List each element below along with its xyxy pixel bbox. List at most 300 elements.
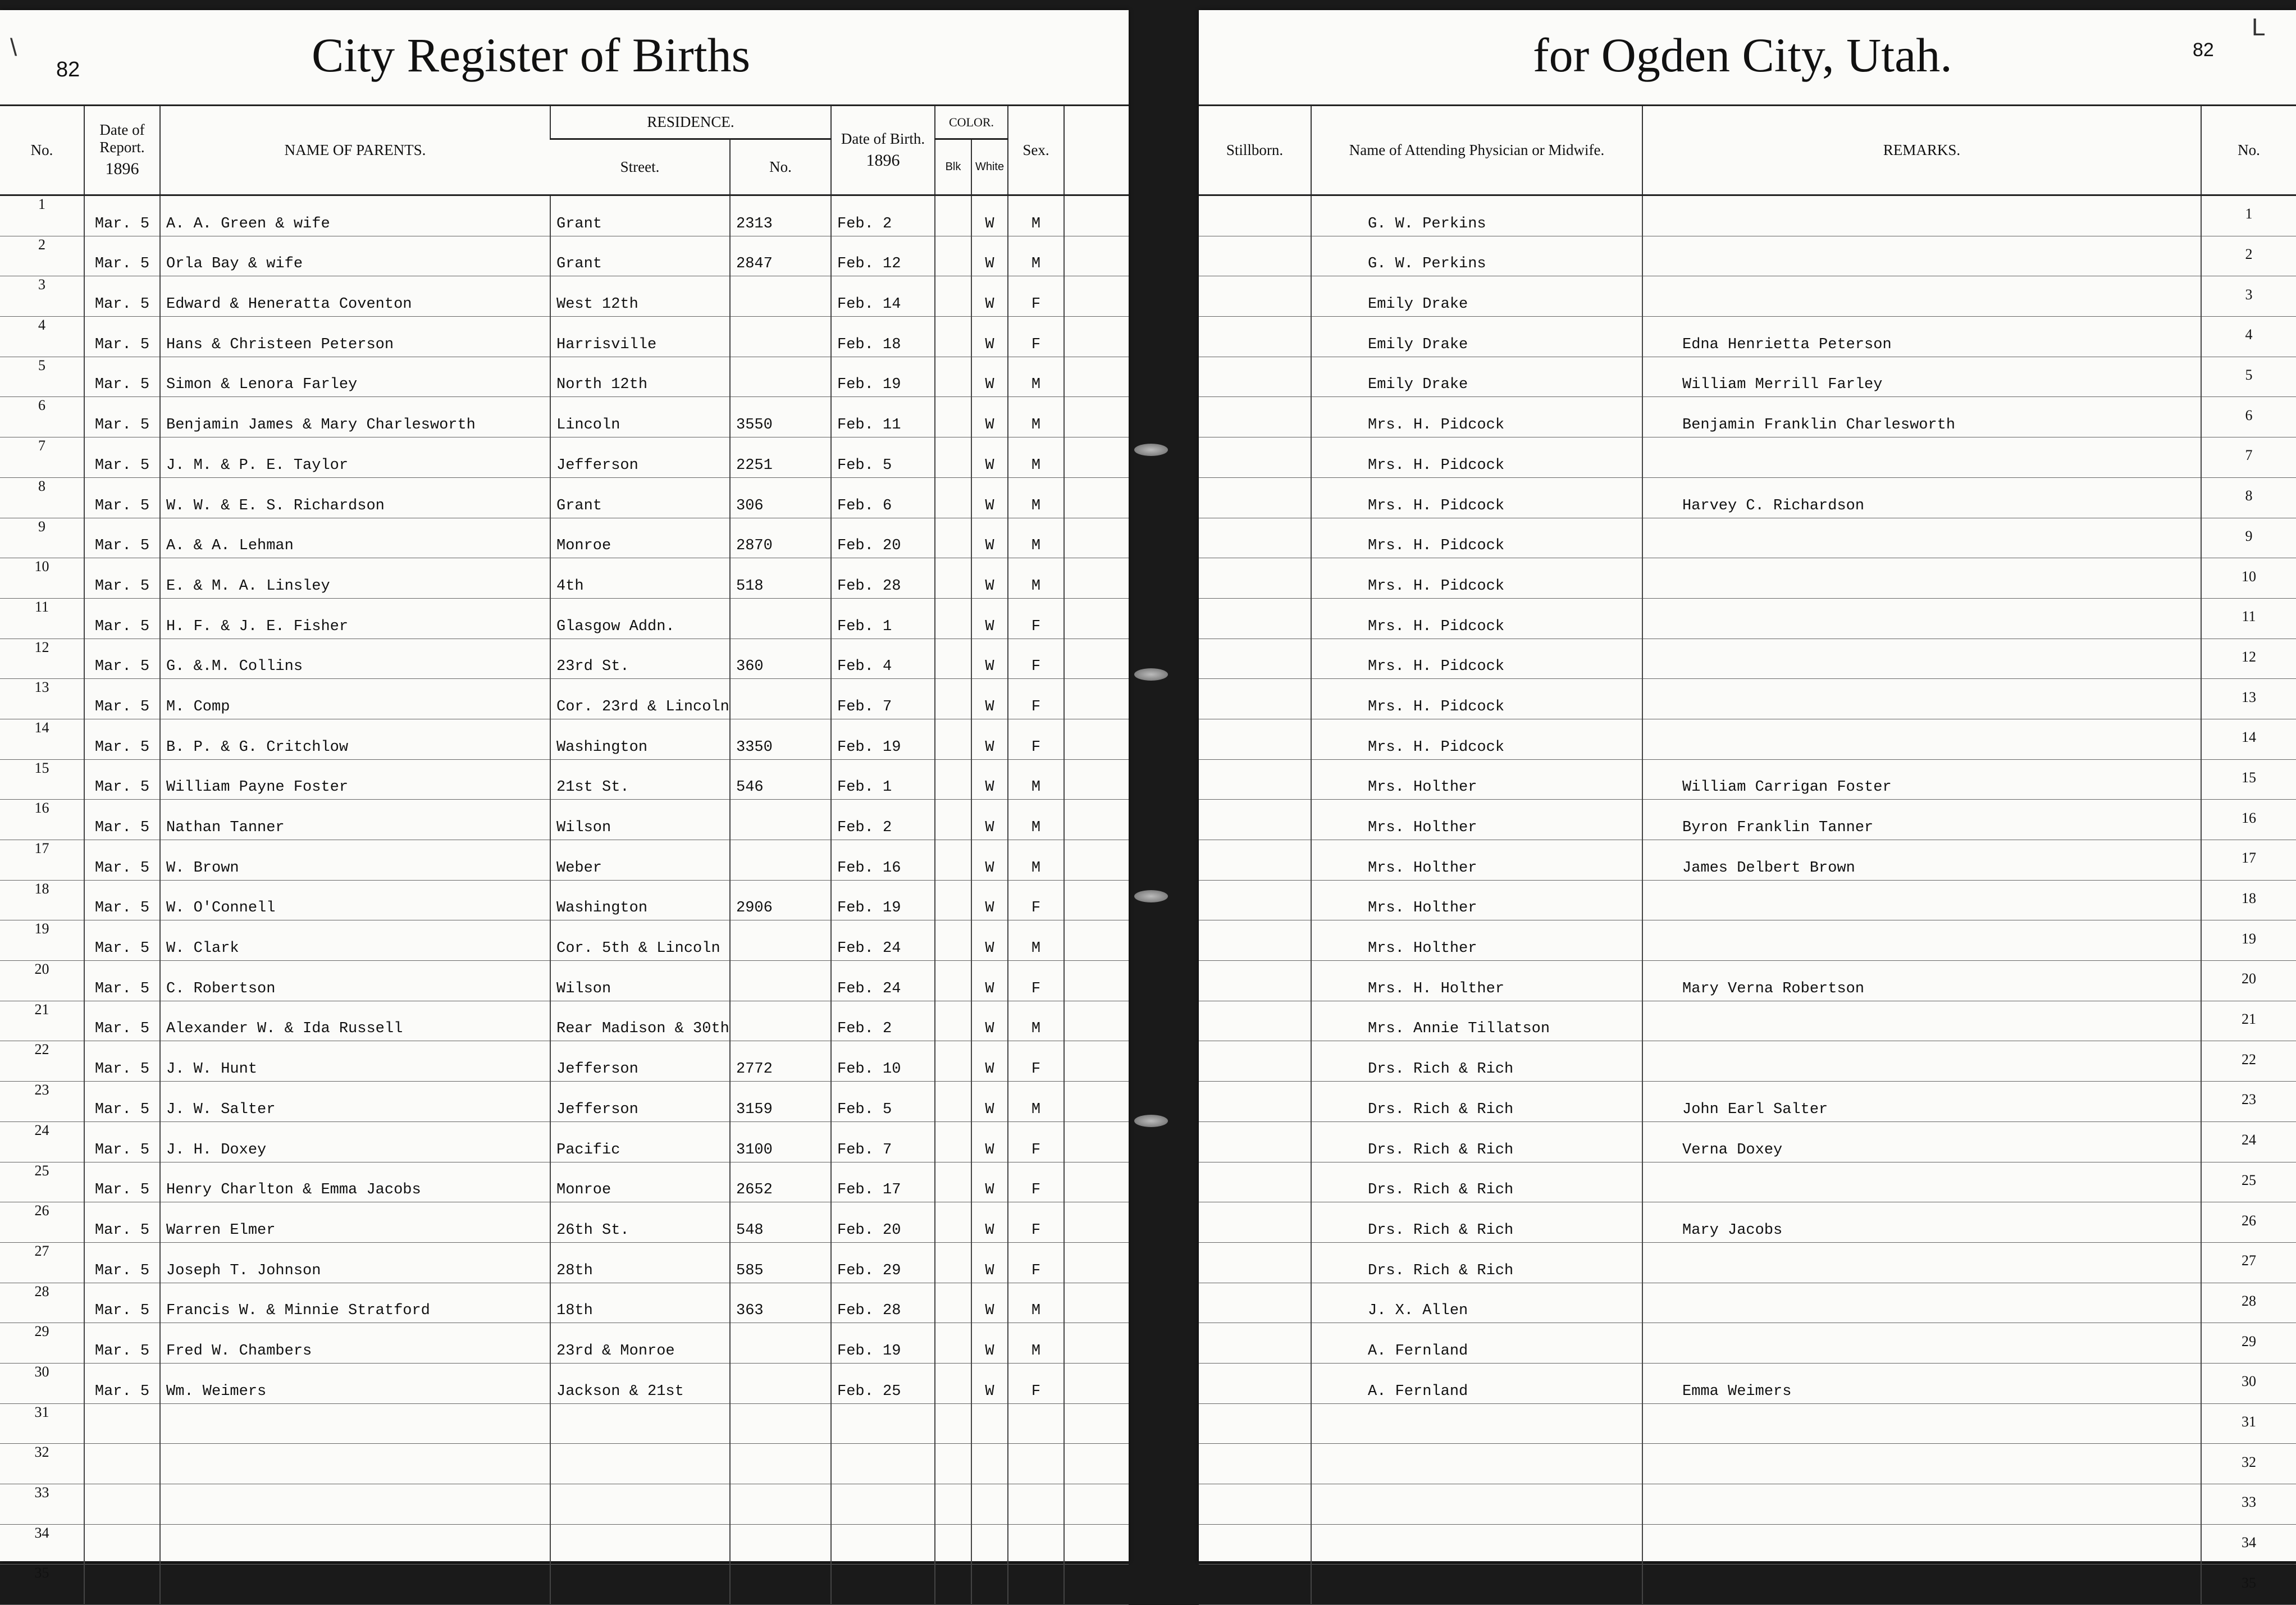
color-white: W	[971, 236, 1008, 276]
color-white: W	[971, 1283, 1008, 1323]
residence-street: Grant	[550, 236, 730, 276]
parents-name	[160, 1403, 550, 1444]
color-white: W	[971, 1363, 1008, 1403]
stillborn	[1199, 920, 1311, 961]
date-of-birth: Feb. 5	[831, 437, 935, 478]
date-of-birth: Feb. 16	[831, 840, 935, 881]
table-row	[1199, 276, 2296, 317]
date-of-birth: Feb. 2	[831, 195, 935, 236]
residence-street: Cor. 23rd & Lincoln	[550, 679, 730, 719]
table-row	[0, 920, 1129, 961]
date-of-birth: Feb. 19	[831, 1323, 935, 1364]
stillborn	[1199, 236, 1311, 276]
left-register-body	[0, 195, 1129, 1605]
date-of-birth: Feb. 14	[831, 276, 935, 317]
color-white: W	[971, 397, 1008, 437]
table-row	[1199, 558, 2296, 599]
date-of-birth: Feb. 24	[831, 920, 935, 961]
row-number: 20	[2201, 961, 2296, 1001]
remarks: William Merrill Farley	[1642, 357, 2201, 397]
row-number: 24	[0, 1121, 84, 1162]
residence-street	[550, 1403, 730, 1444]
sex: M	[1008, 920, 1064, 961]
sex	[1008, 1444, 1064, 1484]
residence-number	[730, 1323, 831, 1364]
date-of-birth	[831, 1565, 935, 1605]
stillborn	[1199, 558, 1311, 599]
blank-cell	[1064, 1363, 1129, 1403]
blank-cell	[1064, 357, 1129, 397]
sex: M	[1008, 1082, 1064, 1122]
residence-number	[730, 276, 831, 317]
color-blk	[935, 800, 971, 840]
residence-street	[550, 1484, 730, 1525]
sex: F	[1008, 639, 1064, 679]
residence-number	[730, 1001, 831, 1041]
stillborn	[1199, 1565, 1311, 1605]
residence-street: Lincoln	[550, 397, 730, 437]
color-white: W	[971, 477, 1008, 518]
date-of-birth: Feb. 18	[831, 317, 935, 357]
residence-street: North 12th	[550, 357, 730, 397]
color-blk	[935, 1041, 971, 1082]
remarks	[1642, 1403, 2201, 1444]
color-blk	[935, 477, 971, 518]
residence-number	[730, 1524, 831, 1565]
parents-name: G. &.M. Collins	[160, 639, 550, 679]
corner-mark: \	[10, 34, 17, 61]
table-row	[0, 800, 1129, 840]
header-sex: Sex.	[1008, 106, 1064, 195]
header-date-of-report	[84, 106, 160, 195]
table-row	[0, 1121, 1129, 1162]
date-of-birth: Feb. 19	[831, 880, 935, 920]
blank-cell	[1064, 1202, 1129, 1243]
color-white: W	[971, 800, 1008, 840]
color-blk	[935, 1565, 971, 1605]
sex: F	[1008, 719, 1064, 759]
date-of-birth: Feb. 1	[831, 598, 935, 639]
blank-cell	[1064, 1403, 1129, 1444]
parents-name: Orla Bay & wife	[160, 236, 550, 276]
blank-cell	[1064, 518, 1129, 558]
blank-cell	[1064, 1323, 1129, 1364]
remarks: Harvey C. Richardson	[1642, 477, 2201, 518]
residence-number: 2251	[730, 437, 831, 478]
table-row	[1199, 1121, 2296, 1162]
header-date-of-report-label: Date of Report.	[99, 121, 145, 156]
color-white: W	[971, 1162, 1008, 1202]
sex: F	[1008, 598, 1064, 639]
residence-street: 26th St.	[550, 1202, 730, 1243]
residence-street	[550, 1444, 730, 1484]
date-of-birth: Feb. 4	[831, 639, 935, 679]
date-of-report: Mar. 5	[84, 1121, 160, 1162]
parents-name: M. Comp	[160, 679, 550, 719]
remarks: Verna Doxey	[1642, 1121, 2201, 1162]
date-of-birth: Feb. 6	[831, 477, 935, 518]
color-white: W	[971, 437, 1008, 478]
physician-name: A. Fernland	[1311, 1363, 1642, 1403]
parents-name: W. Clark	[160, 920, 550, 961]
residence-number	[730, 1363, 831, 1403]
color-white: W	[971, 840, 1008, 881]
row-number: 14	[2201, 719, 2296, 759]
date-of-report: Mar. 5	[84, 477, 160, 518]
row-number: 3	[2201, 276, 2296, 317]
table-row	[0, 437, 1129, 478]
color-white: W	[971, 598, 1008, 639]
blank-cell	[1064, 1484, 1129, 1525]
residence-street: Grant	[550, 195, 730, 236]
row-number: 27	[0, 1242, 84, 1283]
residence-street	[550, 1524, 730, 1565]
residence-number: 2870	[730, 518, 831, 558]
blank-cell	[1064, 317, 1129, 357]
row-number: 9	[0, 518, 84, 558]
color-blk	[935, 1403, 971, 1444]
residence-number: 546	[730, 759, 831, 800]
remarks: Byron Franklin Tanner	[1642, 800, 2201, 840]
blank-cell	[1064, 840, 1129, 881]
stillborn	[1199, 961, 1311, 1001]
residence-number: 3159	[730, 1082, 831, 1122]
stillborn	[1199, 1403, 1311, 1444]
physician-name: Mrs. Annie Tillatson	[1311, 1001, 1642, 1041]
table-row	[0, 1565, 1129, 1605]
row-number: 18	[0, 880, 84, 920]
parents-name: A. A. Green & wife	[160, 195, 550, 236]
row-number: 9	[2201, 518, 2296, 558]
blank-cell	[1064, 1082, 1129, 1122]
sex: M	[1008, 558, 1064, 599]
color-blk	[935, 518, 971, 558]
physician-name: Mrs. Holther	[1311, 920, 1642, 961]
table-row	[1199, 639, 2296, 679]
stillborn	[1199, 1363, 1311, 1403]
header-remarks: REMARKS.	[1642, 106, 2201, 195]
blank-cell	[1064, 598, 1129, 639]
blank-cell	[1064, 800, 1129, 840]
color-blk	[935, 1162, 971, 1202]
physician-name: Mrs. H. Pidcock	[1311, 598, 1642, 639]
row-number: 23	[0, 1082, 84, 1122]
row-number: 15	[0, 759, 84, 800]
date-of-birth: Feb. 20	[831, 518, 935, 558]
residence-number: 2652	[730, 1162, 831, 1202]
color-white	[971, 1524, 1008, 1565]
remarks	[1642, 1524, 2201, 1565]
residence-number: 518	[730, 558, 831, 599]
blank-cell	[1064, 961, 1129, 1001]
date-of-report	[84, 1444, 160, 1484]
sex: F	[1008, 961, 1064, 1001]
residence-street: 4th	[550, 558, 730, 599]
table-row	[0, 1403, 1129, 1444]
residence-number: 2772	[730, 1041, 831, 1082]
table-row	[0, 357, 1129, 397]
table-row	[1199, 880, 2296, 920]
sex: M	[1008, 477, 1064, 518]
residence-street: Glasgow Addn.	[550, 598, 730, 639]
residence-number: 363	[730, 1283, 831, 1323]
color-blk	[935, 437, 971, 478]
parents-name: H. F. & J. E. Fisher	[160, 598, 550, 639]
header-date-of-birth-label: Date of Birth.	[841, 130, 925, 147]
color-blk	[935, 397, 971, 437]
header-stillborn: Stillborn.	[1199, 106, 1311, 195]
physician-name	[1311, 1444, 1642, 1484]
table-row	[1199, 961, 2296, 1001]
physician-name: Mrs. Holther	[1311, 880, 1642, 920]
color-white: W	[971, 357, 1008, 397]
stillborn	[1199, 437, 1311, 478]
sex: M	[1008, 236, 1064, 276]
sex	[1008, 1524, 1064, 1565]
table-row	[1199, 679, 2296, 719]
table-row	[1199, 1242, 2296, 1283]
header-residence: RESIDENCE.	[550, 106, 831, 139]
color-white: W	[971, 276, 1008, 317]
row-number: 8	[2201, 477, 2296, 518]
physician-name	[1311, 1484, 1642, 1525]
physician-name: Drs. Rich & Rich	[1311, 1242, 1642, 1283]
row-number: 11	[2201, 598, 2296, 639]
color-blk	[935, 1121, 971, 1162]
physician-name: Mrs. H. Pidcock	[1311, 437, 1642, 478]
remarks	[1642, 1283, 2201, 1323]
sex: F	[1008, 1202, 1064, 1243]
row-number: 35	[2201, 1565, 2296, 1605]
table-row	[1199, 195, 2296, 236]
color-white: W	[971, 558, 1008, 599]
remarks	[1642, 1041, 2201, 1082]
parents-name: W. Brown	[160, 840, 550, 881]
color-white: W	[971, 1323, 1008, 1364]
date-of-report: Mar. 5	[84, 236, 160, 276]
residence-number	[730, 840, 831, 881]
remarks: Edna Henrietta Peterson	[1642, 317, 2201, 357]
remarks	[1642, 598, 2201, 639]
table-row	[0, 1524, 1129, 1565]
stillborn	[1199, 719, 1311, 759]
physician-name: A. Fernland	[1311, 1323, 1642, 1364]
color-white: W	[971, 639, 1008, 679]
table-row	[1199, 357, 2296, 397]
sex: M	[1008, 357, 1064, 397]
row-number: 33	[0, 1484, 84, 1525]
parents-name: Warren Elmer	[160, 1202, 550, 1243]
physician-name: Mrs. H. Pidcock	[1311, 558, 1642, 599]
sex	[1008, 1403, 1064, 1444]
parents-name: C. Robertson	[160, 961, 550, 1001]
sex: M	[1008, 1001, 1064, 1041]
residence-number: 585	[730, 1242, 831, 1283]
sex: F	[1008, 679, 1064, 719]
row-number: 6	[2201, 397, 2296, 437]
residence-street: Monroe	[550, 1162, 730, 1202]
row-number: 5	[0, 357, 84, 397]
row-number: 25	[0, 1162, 84, 1202]
color-blk	[935, 357, 971, 397]
table-row	[1199, 397, 2296, 437]
table-row	[1199, 1001, 2296, 1041]
date-of-report: Mar. 5	[84, 1283, 160, 1323]
remarks: Mary Jacobs	[1642, 1202, 2201, 1243]
parents-name: J. H. Doxey	[160, 1121, 550, 1162]
residence-street: West 12th	[550, 276, 730, 317]
date-of-report: Mar. 5	[84, 437, 160, 478]
remarks	[1642, 1323, 2201, 1364]
row-number: 24	[2201, 1121, 2296, 1162]
row-number: 13	[2201, 679, 2296, 719]
color-white: W	[971, 317, 1008, 357]
blank-cell	[1064, 397, 1129, 437]
parents-name	[160, 1484, 550, 1525]
stillborn	[1199, 1162, 1311, 1202]
row-number: 25	[2201, 1162, 2296, 1202]
blank-cell	[1064, 276, 1129, 317]
table-row	[0, 598, 1129, 639]
table-row	[0, 840, 1129, 881]
residence-street: 23rd St.	[550, 639, 730, 679]
row-number: 19	[0, 920, 84, 961]
color-white: W	[971, 1121, 1008, 1162]
date-of-report	[84, 1484, 160, 1525]
row-number: 30	[0, 1363, 84, 1403]
color-white: W	[971, 1082, 1008, 1122]
row-number: 28	[2201, 1283, 2296, 1323]
row-number: 4	[0, 317, 84, 357]
table-row	[1199, 1283, 2296, 1323]
remarks	[1642, 558, 2201, 599]
table-row	[1199, 437, 2296, 478]
table-row	[0, 1041, 1129, 1082]
stillborn	[1199, 1242, 1311, 1283]
date-of-report: Mar. 5	[84, 397, 160, 437]
table-row	[1199, 1363, 2296, 1403]
color-blk	[935, 1323, 971, 1364]
table-row	[1199, 1323, 2296, 1364]
remarks: John Earl Salter	[1642, 1082, 2201, 1122]
header-color: COLOR.	[935, 106, 1008, 139]
sex: M	[1008, 397, 1064, 437]
sex: F	[1008, 1121, 1064, 1162]
blank-cell	[1064, 1524, 1129, 1565]
parents-name	[160, 1524, 550, 1565]
corner-mark: L	[2252, 13, 2266, 41]
stillborn	[1199, 759, 1311, 800]
physician-name: Mrs. H. Holther	[1311, 961, 1642, 1001]
color-white: W	[971, 195, 1008, 236]
row-number: 21	[2201, 1001, 2296, 1041]
physician-name: G. W. Perkins	[1311, 195, 1642, 236]
table-row	[1199, 1202, 2296, 1243]
color-blk	[935, 840, 971, 881]
header-name-of-parents: NAME OF PARENTS.	[160, 106, 550, 195]
table-row	[0, 1323, 1129, 1364]
parents-name	[160, 1565, 550, 1605]
date-of-report: Mar. 5	[84, 1363, 160, 1403]
table-row	[0, 679, 1129, 719]
remarks	[1642, 719, 2201, 759]
parents-name: Joseph T. Johnson	[160, 1242, 550, 1283]
residence-number	[730, 598, 831, 639]
date-of-report: Mar. 5	[84, 276, 160, 317]
remarks	[1642, 880, 2201, 920]
blank-cell	[1064, 1001, 1129, 1041]
physician-name: Drs. Rich & Rich	[1311, 1162, 1642, 1202]
left-page	[0, 10, 1129, 1581]
date-of-report: Mar. 5	[84, 719, 160, 759]
remarks: James Delbert Brown	[1642, 840, 2201, 881]
residence-street: Jefferson	[550, 1041, 730, 1082]
table-row	[1199, 1041, 2296, 1082]
blank-cell	[1064, 195, 1129, 236]
stillborn	[1199, 1041, 1311, 1082]
blank-cell	[1064, 1041, 1129, 1082]
row-number: 13	[0, 679, 84, 719]
date-of-birth: Feb. 25	[831, 1363, 935, 1403]
row-number: 28	[0, 1283, 84, 1323]
remarks	[1642, 1001, 2201, 1041]
date-of-birth: Feb. 12	[831, 236, 935, 276]
row-number: 3	[0, 276, 84, 317]
physician-name	[1311, 1524, 1642, 1565]
right-page	[1199, 10, 2296, 1591]
sex: M	[1008, 195, 1064, 236]
table-row	[0, 558, 1129, 599]
color-blk	[935, 276, 971, 317]
stillborn	[1199, 1283, 1311, 1323]
stillborn	[1199, 1202, 1311, 1243]
date-of-birth	[831, 1484, 935, 1525]
date-of-report	[84, 1403, 160, 1444]
parents-name: J. W. Hunt	[160, 1041, 550, 1082]
remarks	[1642, 1242, 2201, 1283]
date-of-report: Mar. 5	[84, 1041, 160, 1082]
color-white: W	[971, 1001, 1008, 1041]
table-row	[0, 961, 1129, 1001]
table-row	[0, 1001, 1129, 1041]
date-of-report: Mar. 5	[84, 800, 160, 840]
table-row	[1199, 1484, 2296, 1525]
residence-number: 2847	[730, 236, 831, 276]
physician-name: Mrs. H. Pidcock	[1311, 719, 1642, 759]
residence-street: 28th	[550, 1242, 730, 1283]
parents-name: Edward & Heneratta Coventon	[160, 276, 550, 317]
residence-street: Grant	[550, 477, 730, 518]
blank-cell	[1064, 759, 1129, 800]
row-number: 2	[0, 236, 84, 276]
parents-name: William Payne Foster	[160, 759, 550, 800]
sex: M	[1008, 800, 1064, 840]
table-row	[1199, 317, 2296, 357]
date-of-report	[84, 1524, 160, 1565]
row-number: 10	[0, 558, 84, 599]
date-of-report: Mar. 5	[84, 920, 160, 961]
color-blk	[935, 719, 971, 759]
row-number: 34	[2201, 1524, 2296, 1565]
table-row	[1199, 1403, 2296, 1444]
remarks	[1642, 518, 2201, 558]
sex: F	[1008, 276, 1064, 317]
physician-name: Drs. Rich & Rich	[1311, 1041, 1642, 1082]
parents-name: Simon & Lenora Farley	[160, 357, 550, 397]
row-number: 30	[2201, 1363, 2296, 1403]
table-row	[0, 317, 1129, 357]
table-row	[1199, 1082, 2296, 1122]
